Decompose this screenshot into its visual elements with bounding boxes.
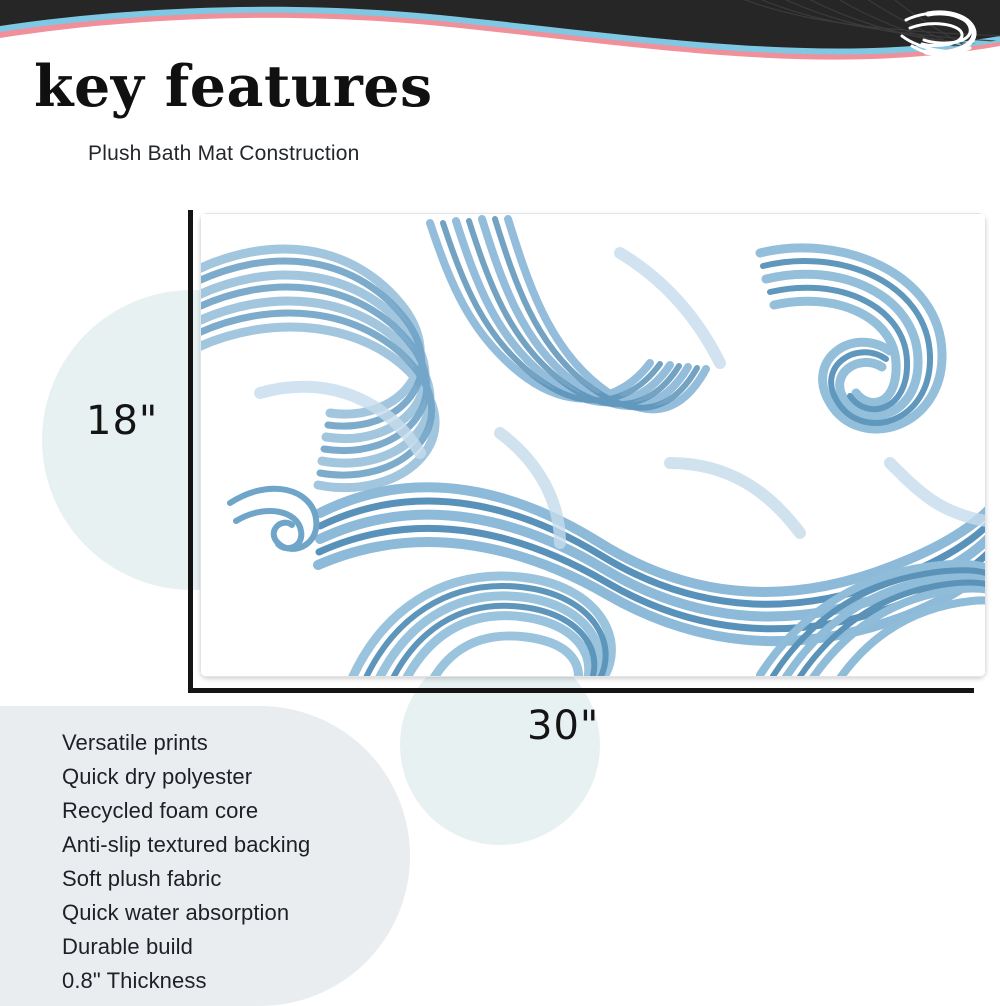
list-item: Soft plush fabric [62,866,222,891]
product-image-bath-mat [200,213,986,677]
features-list [62,726,310,998]
height-dimension-rule [188,210,193,692]
width-dimension-rule [188,688,974,693]
page-title: key features [34,53,433,120]
dimension-width-label: 30" [527,703,600,749]
dimension-height-label: 18" [86,398,159,444]
list-item: 0.8" Thickness [62,968,207,993]
list-item: Anti-slip textured backing [62,832,311,857]
list-item: Quick dry polyester [62,764,253,789]
list-item: Recycled foam core [62,798,259,823]
page-subtitle: Plush Bath Mat Construction [88,142,360,165]
list-item: Versatile prints [62,730,208,755]
list-item: Durable build [62,934,193,959]
list-item: Quick water absorption [62,900,290,925]
brand-swirl-logo [890,6,982,64]
